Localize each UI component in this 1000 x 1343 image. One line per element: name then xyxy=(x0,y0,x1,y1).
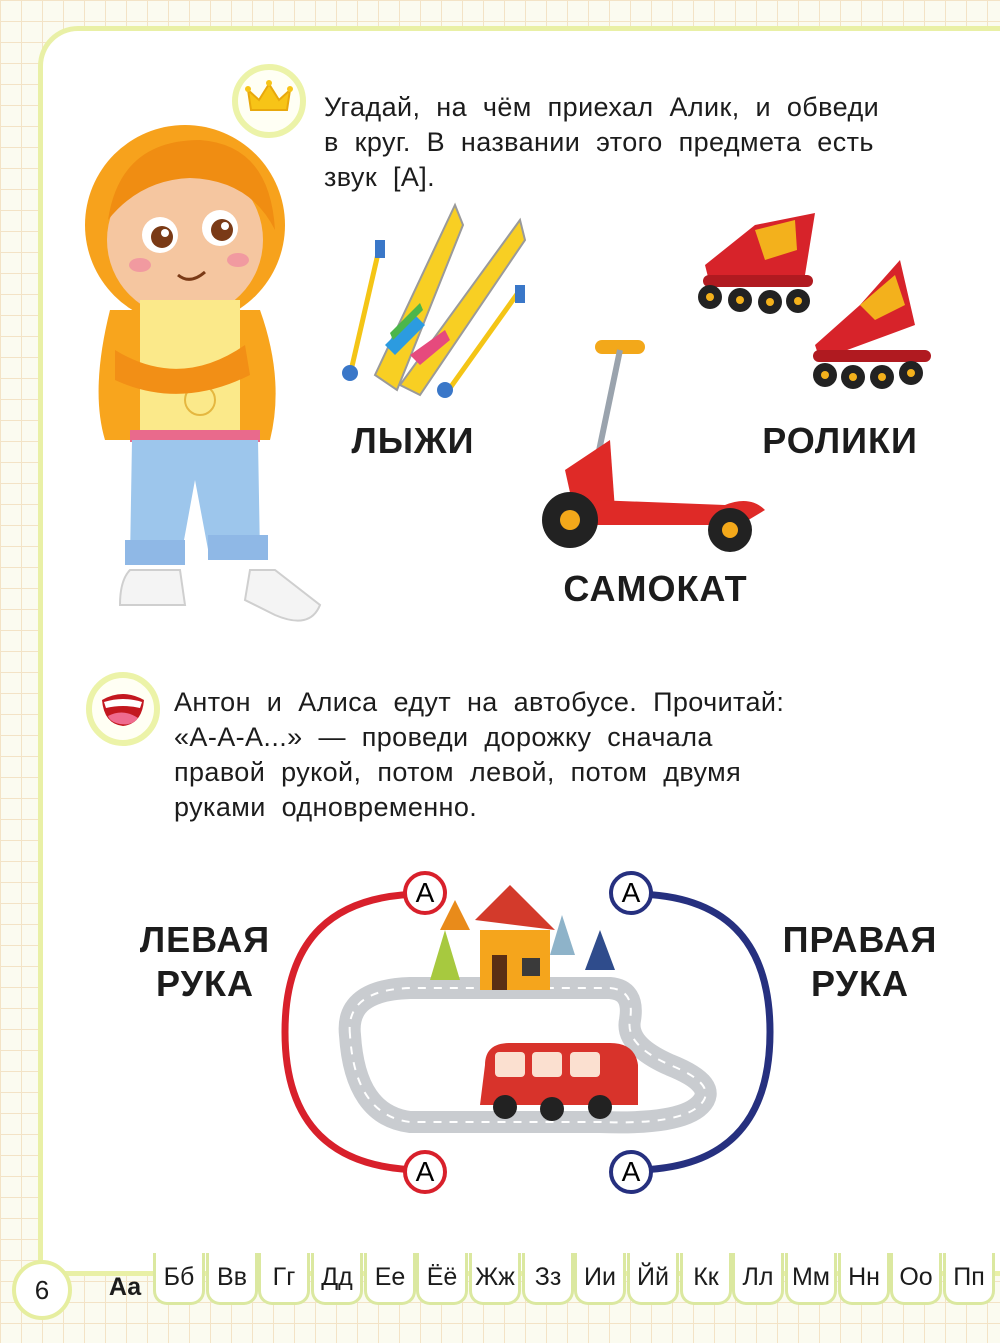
alphabet-tab[interactable]: Бб xyxy=(153,1253,205,1305)
skis-illustration xyxy=(335,195,535,405)
task2-line: «А-А-А...» — проведи дорожку сначала xyxy=(174,722,713,752)
left-hand-label-line: РУКА xyxy=(156,963,254,1004)
boy-illustration xyxy=(60,100,330,640)
alphabet-tab[interactable]: Мм xyxy=(785,1253,837,1305)
left-hand-label-line: ЛЕВАЯ xyxy=(139,919,271,960)
letter-a: А xyxy=(415,877,435,908)
alphabet-tab[interactable]: Пп xyxy=(943,1253,995,1305)
alphabet-tab[interactable]: Ии xyxy=(574,1253,626,1305)
alphabet-tab[interactable]: Вв xyxy=(206,1253,258,1305)
letter-a: А xyxy=(415,1156,435,1187)
letter-a-top-left xyxy=(403,871,447,915)
alphabet-tab[interactable]: Ёё xyxy=(416,1253,468,1305)
alphabet-tab[interactable]: Нн xyxy=(838,1253,890,1305)
alphabet-tab[interactable]: Оо xyxy=(890,1253,942,1305)
letter-a-bottom-left xyxy=(403,1150,447,1194)
alphabet-tab[interactable]: Ее xyxy=(364,1253,416,1305)
skis-label: ЛЫЖИ xyxy=(351,420,475,461)
letter-a: А xyxy=(621,1156,641,1187)
alphabet-tab[interactable]: Лл xyxy=(732,1253,784,1305)
alphabet-tab[interactable]: Йй xyxy=(627,1253,679,1305)
mouth-task-icon xyxy=(86,672,160,746)
letter-a: А xyxy=(621,877,641,908)
right-hand-label-line: РУКА xyxy=(811,963,909,1004)
alphabet-tab[interactable]: Зз xyxy=(522,1253,574,1305)
rollers-label: РОЛИКИ xyxy=(762,420,918,461)
left-hand-label xyxy=(130,918,280,1006)
scooter-label: САМОКАТ xyxy=(563,568,748,609)
alphabet-tab-active[interactable]: Аа xyxy=(108,1273,142,1301)
task2-text xyxy=(174,685,874,825)
task1-line: звук [А]. xyxy=(324,162,436,192)
letter-a-bottom-right xyxy=(609,1150,653,1194)
alphabet-bar xyxy=(95,1253,1000,1313)
tracing-scene xyxy=(270,860,780,1205)
page-number: 6 xyxy=(12,1260,72,1320)
alphabet-tab[interactable]: Дд xyxy=(311,1253,363,1305)
alphabet-tab[interactable]: Гг xyxy=(258,1253,310,1305)
mouth-icon xyxy=(92,678,154,740)
right-hand-label xyxy=(780,918,940,1006)
task2-line: правой рукой, потом левой, потом двумя xyxy=(174,757,742,787)
scooter-illustration xyxy=(535,330,775,555)
task1-line: Угадай, на чём приехал Алик, и обведи xyxy=(324,92,880,122)
task1-text xyxy=(324,90,964,195)
alphabet-tab[interactable]: Кк xyxy=(680,1253,732,1305)
letter-a-top-right xyxy=(609,871,653,915)
task2-line: Антон и Алиса едут на автобусе. Прочитай: xyxy=(174,687,785,717)
task2-line: руками одновременно. xyxy=(174,792,478,822)
right-hand-label-line: ПРАВАЯ xyxy=(782,919,938,960)
task1-line: в круг. В названии этого предмета есть xyxy=(324,127,874,157)
alphabet-tab[interactable]: Жж xyxy=(469,1253,521,1305)
